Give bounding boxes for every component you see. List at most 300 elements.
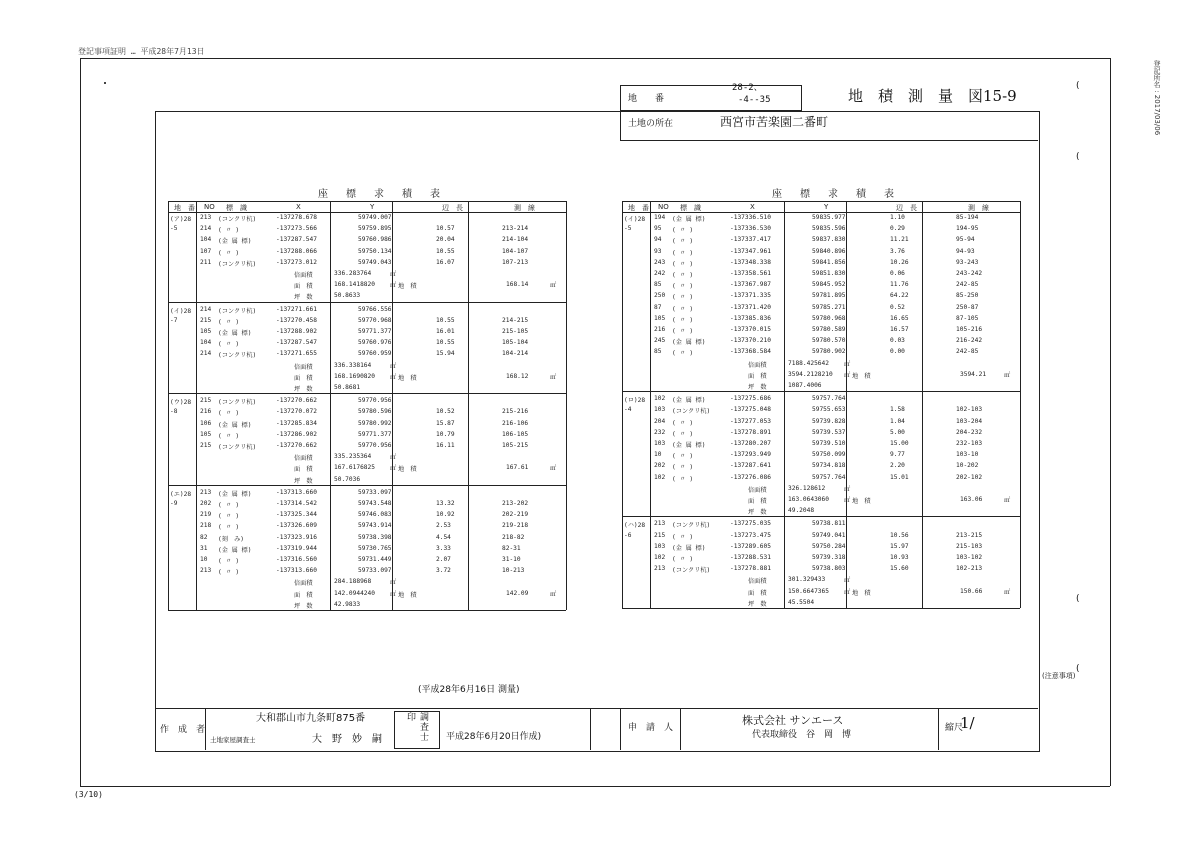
area-label: 地 積	[398, 374, 417, 382]
table-cell: (コンクリ杭)	[672, 408, 711, 416]
table-cell: 213-214	[502, 225, 529, 233]
parcel-number: (ア)28	[170, 216, 192, 223]
table-cell: -137368.584	[730, 348, 771, 356]
column-header: NO	[658, 203, 669, 211]
summary-value: 45.5504	[788, 598, 815, 606]
coordinate-table-title: 座 標 求 積 表	[318, 189, 444, 200]
table-cell: (コンクリ杭)	[218, 444, 257, 451]
table-cell: -137270.662	[276, 397, 317, 405]
table-cell: (金 属 標)	[218, 546, 252, 554]
table-cell: 59770.968	[358, 316, 392, 324]
table-cell: ( 〃 )	[672, 249, 694, 257]
document-title: 地 積 測 量 図15-9	[848, 87, 1017, 105]
column-rule	[622, 201, 623, 608]
table-cell: 59785.271	[812, 303, 846, 311]
table-cell: -137385.836	[730, 314, 771, 322]
summary-label: 坪 数	[294, 602, 313, 610]
table-cell: 214	[200, 305, 212, 313]
header-rule	[622, 212, 1020, 213]
page-bottom-rule	[80, 786, 1110, 787]
table-cell: 59749.041	[812, 531, 846, 539]
parcel-number: -5	[624, 225, 632, 233]
summary-label: 坪 数	[294, 477, 313, 485]
column-header: 標 識	[680, 204, 701, 212]
footer-divider-5	[938, 708, 939, 750]
table-cell: -137280.207	[730, 440, 771, 447]
table-cell: -137367.987	[730, 281, 771, 289]
chiban-value-2: -4--35	[738, 95, 771, 105]
table-cell: 16.07	[436, 258, 455, 266]
table-cell: ( 〃 )	[672, 464, 694, 472]
table-cell: 87	[654, 303, 662, 311]
table-cell: 59845.952	[812, 281, 846, 289]
table-cell: ( 〃 )	[672, 430, 694, 438]
summary-value: 42.9833	[334, 600, 361, 608]
summary-value: 168.1418820	[334, 281, 375, 289]
table-cell: 242	[654, 270, 666, 277]
table-cell: ( 〃 )	[218, 513, 240, 521]
table-cell: -137370.015	[730, 326, 771, 333]
table-cell: 59780.992	[358, 419, 392, 427]
coordinate-table-title: 座 標 求 積 表	[772, 189, 898, 200]
table-cell: 15.97	[890, 542, 909, 550]
table-cell: 59760.976	[358, 339, 392, 347]
table-cell: ( 〃 )	[672, 227, 694, 235]
column-header: X	[296, 203, 301, 211]
table-cell: -137325.344	[276, 511, 317, 519]
block-rule	[168, 610, 566, 611]
parcel-number: (イ)28	[170, 307, 192, 315]
table-cell: ( 〃 )	[672, 533, 694, 541]
table-cell: (金 属 標)	[672, 339, 706, 347]
summary-unit: ㎡	[390, 465, 397, 473]
area-unit: ㎡	[550, 465, 557, 473]
table-cell: 105-215	[502, 442, 529, 449]
table-cell: 5.00	[890, 428, 905, 436]
table-cell: -137287.641	[730, 462, 771, 470]
table-cell: (金 属 標)	[218, 421, 252, 429]
table-cell: 215	[200, 316, 212, 324]
footer-divider-1	[205, 708, 206, 750]
table-cell: 59734.818	[812, 462, 846, 470]
column-header: 地 番	[174, 204, 195, 212]
table-cell: 59749.007	[358, 214, 392, 221]
table-cell: -137273.475	[730, 531, 771, 539]
area-label: 地 積	[852, 372, 871, 380]
area-value: 167.61	[506, 464, 529, 472]
area-value: 150.66	[960, 587, 983, 595]
block-rule	[622, 391, 1020, 392]
area-label: 地 積	[852, 498, 871, 505]
table-cell: 95	[654, 225, 662, 233]
column-header: 測 線	[514, 204, 535, 212]
table-cell: 10.92	[436, 511, 455, 519]
summary-label: 倍面積	[294, 272, 313, 279]
table-cell: ( 〃 )	[218, 318, 240, 326]
summary-value: 50.8681	[334, 384, 361, 391]
summary-unit: ㎡	[844, 497, 851, 504]
table-cell: (金 属 標)	[672, 216, 706, 223]
table-cell: ( 〃 )	[672, 328, 694, 335]
table-cell: 59780.596	[358, 408, 392, 416]
summary-label: 面 積	[748, 498, 767, 505]
summary-unit: ㎡	[390, 454, 397, 462]
parcel-number: (エ)28	[170, 490, 192, 498]
area-unit: ㎡	[550, 373, 557, 381]
left-coordinate-table	[168, 185, 566, 612]
area-unit: ㎡	[1004, 371, 1011, 379]
table-cell: 15.60	[890, 565, 909, 573]
table-cell: 59738.398	[358, 533, 392, 541]
punch-dot	[104, 82, 106, 84]
block-rule	[622, 608, 1020, 609]
summary-label: 面 積	[294, 374, 313, 382]
table-cell: -137326.609	[276, 522, 317, 530]
column-header: 辺 長	[442, 204, 463, 212]
margin-mark: (	[1076, 664, 1080, 674]
table-cell: -137275.686	[730, 395, 771, 403]
table-cell: 11.76	[890, 281, 909, 289]
table-cell: 245	[654, 337, 666, 345]
table-cell: 59746.083	[358, 511, 392, 519]
table-cell: -137337.417	[730, 236, 771, 244]
area-value: 168.12	[506, 372, 529, 380]
footer-divider-2	[590, 708, 591, 750]
table-cell: (コンクリ杭)	[672, 567, 711, 575]
column-header: NO	[204, 203, 215, 211]
table-cell: 59738.803	[812, 565, 846, 573]
summary-unit: ㎡	[844, 588, 851, 596]
table-cell: 103-102	[956, 554, 983, 561]
summary-value: 7188.425642	[788, 359, 829, 367]
table-cell: ( 〃 )	[672, 350, 694, 358]
table-cell: 243-242	[956, 270, 983, 277]
summary-unit: ㎡	[390, 362, 397, 370]
table-cell: 103-204	[956, 417, 983, 425]
table-cell: 204-232	[956, 428, 983, 436]
summary-unit: ㎡	[844, 371, 851, 379]
table-cell: -137276.086	[730, 473, 771, 481]
table-cell: ( 〃 )	[672, 272, 694, 279]
block-rule	[622, 516, 1020, 517]
table-cell: 216	[654, 326, 666, 333]
parcel-number: -7	[170, 316, 178, 324]
parcel-number: -9	[170, 500, 178, 507]
table-cell: -137286.902	[276, 430, 317, 438]
table-cell: (金 属 標)	[218, 330, 252, 337]
column-header: X	[750, 203, 755, 211]
table-cell: 105	[200, 328, 212, 335]
location-rule	[620, 140, 1038, 141]
table-cell: 59730.765	[358, 544, 392, 552]
column-rule	[468, 201, 469, 610]
table-cell: 59837.830	[812, 236, 846, 244]
table-cell: 10.55	[436, 316, 455, 324]
summary-label: 坪 数	[294, 386, 313, 393]
table-cell: 106-105	[502, 430, 529, 438]
table-cell: 10.55	[436, 247, 455, 255]
table-cell: -137270.072	[276, 408, 317, 416]
table-cell: ( 〃 )	[672, 453, 694, 461]
column-rule	[330, 201, 331, 610]
column-header: Y	[824, 203, 829, 211]
area-value: 168.14	[506, 281, 529, 289]
summary-label: 面 積	[294, 283, 313, 291]
table-cell: ( 〃 )	[218, 569, 240, 577]
table-cell: ( 〃 )	[218, 432, 240, 440]
summary-label: 倍面積	[294, 455, 313, 463]
table-cell: 59750.134	[358, 247, 392, 255]
table-cell: 11.21	[890, 236, 909, 244]
table-cell: 59731.449	[358, 556, 392, 563]
area-unit: ㎡	[550, 590, 557, 598]
table-cell: 59749.043	[358, 258, 392, 266]
table-cell: 215	[654, 531, 666, 539]
table-cell: -137323.916	[276, 533, 317, 541]
creator-seal	[394, 711, 440, 749]
table-cell: 16.57	[890, 326, 909, 333]
table-cell: 0.52	[890, 303, 905, 311]
footer-top-rule	[155, 708, 1038, 709]
table-cell: 194	[654, 214, 666, 221]
table-cell: 202	[200, 500, 212, 507]
table-cell: 93	[654, 247, 662, 255]
summary-value: 50.7036	[334, 475, 361, 483]
margin-mark: (	[1076, 594, 1080, 604]
column-header: Y	[370, 203, 375, 211]
table-cell: -137314.542	[276, 500, 317, 507]
table-cell: 82	[200, 533, 208, 541]
table-cell: -137278.881	[730, 565, 771, 573]
table-cell: 107	[200, 247, 212, 255]
table-cell: 103	[654, 542, 666, 550]
table-cell: 10.52	[436, 408, 455, 416]
summary-label: 坪 数	[748, 384, 767, 391]
table-cell: 59739.828	[812, 417, 846, 425]
summary-label: 坪 数	[294, 294, 313, 302]
parcel-number: -6	[624, 531, 632, 539]
chiban-value-1: 28-2、	[732, 83, 763, 93]
table-cell: 214-215	[502, 316, 529, 324]
table-cell: 202-102	[956, 473, 983, 481]
table-cell: (金 属 標)	[672, 397, 706, 405]
table-cell: 219	[200, 511, 212, 519]
table-cell: -137336.510	[730, 214, 771, 221]
table-cell: 85-250	[956, 292, 979, 300]
area-value: 142.09	[506, 589, 529, 597]
summary-value: 50.8633	[334, 292, 361, 300]
table-cell: -137278.891	[730, 428, 771, 436]
column-rule	[196, 201, 197, 610]
column-rule	[392, 201, 393, 610]
table-cell: 15.01	[890, 473, 909, 481]
table-cell: 214	[200, 350, 212, 358]
table-cell: 0.00	[890, 348, 905, 356]
table-cell: 213	[200, 567, 212, 575]
table-cell: (コンクリ杭)	[218, 307, 257, 315]
table-cell: 59780.968	[812, 314, 846, 322]
table-cell: 202	[654, 462, 666, 470]
summary-unit: ㎡	[844, 485, 851, 493]
table-cell: 9.77	[890, 451, 905, 459]
table-cell: 104-214	[502, 350, 529, 358]
table-cell: 59841.856	[812, 258, 846, 266]
table-cell: 232-103	[956, 440, 983, 447]
column-rule	[784, 201, 785, 608]
table-cell: 250-87	[956, 303, 979, 311]
table-cell: -137348.338	[730, 258, 771, 266]
column-header: 測 線	[968, 204, 989, 212]
parcel-number: -8	[170, 408, 178, 416]
page-left-rule	[80, 58, 81, 786]
creator-name: 大 野 妙 嗣	[312, 734, 382, 745]
table-cell: -137371.420	[730, 303, 771, 311]
table-cell: 204	[654, 417, 666, 425]
table-cell: (刻 み)	[218, 535, 245, 543]
table-cell: 59750.099	[812, 451, 846, 459]
area-label: 地 積	[398, 283, 417, 291]
summary-unit: ㎡	[844, 577, 851, 585]
page-right-rule	[1110, 58, 1111, 786]
table-cell: -137288.902	[276, 328, 317, 335]
table-cell: 10.79	[436, 430, 455, 438]
location-label: 土地の所在	[628, 119, 674, 129]
table-cell: 213-215	[956, 531, 983, 539]
table-cell: (コンクリ杭)	[218, 352, 257, 360]
table-cell: 10-213	[502, 567, 525, 575]
table-cell: 59780.902	[812, 348, 846, 356]
summary-unit: ㎡	[390, 282, 397, 290]
table-cell: 218-82	[502, 533, 525, 541]
summary-value: 301.329433	[788, 576, 826, 584]
table-cell: 59835.977	[812, 214, 846, 221]
summary-value: 326.128612	[788, 484, 826, 492]
table-cell: -137370.210	[730, 337, 771, 345]
table-cell: 94-93	[956, 247, 975, 255]
area-unit: ㎡	[550, 282, 557, 290]
table-cell: 15.00	[890, 440, 909, 447]
column-header: 辺 長	[896, 204, 917, 212]
table-cell: 102-103	[956, 406, 983, 414]
table-cell: ( 〃 )	[218, 502, 240, 509]
table-cell: 215-103	[956, 542, 983, 550]
summary-value: 150.6647365	[788, 587, 829, 595]
creator-address: 大和郡山市九条町875番	[256, 713, 366, 724]
margin-mark: (	[1076, 152, 1080, 162]
table-cell: -137289.605	[730, 542, 771, 550]
table-cell: 213-202	[502, 500, 529, 507]
table-cell: 104	[200, 236, 212, 244]
table-cell: -137273.012	[276, 258, 317, 266]
table-cell: -137285.834	[276, 419, 317, 427]
table-cell: 59766.556	[358, 305, 392, 313]
table-top-rule	[622, 201, 1020, 202]
table-cell: 1.10	[890, 214, 905, 221]
column-rule	[1020, 201, 1021, 608]
summary-label: 坪 数	[748, 509, 767, 517]
table-cell: 59851.830	[812, 270, 846, 277]
parcel-number: (イ)28	[624, 216, 646, 223]
table-cell: -137319.944	[276, 544, 317, 552]
summary-value: 284.188968	[334, 578, 372, 586]
table-cell: 15.87	[436, 419, 455, 427]
table-cell: ( 〃 )	[218, 410, 240, 418]
table-cell: ( 〃 )	[218, 341, 240, 349]
table-cell: 242-85	[956, 348, 979, 356]
area-unit: ㎡	[1004, 588, 1011, 596]
table-cell: -137288.066	[276, 247, 317, 255]
table-cell: 10	[200, 556, 208, 563]
summary-value: 163.0643060	[788, 496, 829, 503]
table-cell: 2.07	[436, 556, 451, 563]
table-cell: 3.72	[436, 567, 451, 575]
location-value: 西宮市苦楽園二番町	[720, 115, 829, 129]
table-cell: 15.94	[436, 350, 455, 358]
table-cell: 3.33	[436, 544, 451, 552]
table-cell: 216	[200, 408, 212, 416]
table-cell: (コンクリ杭)	[218, 216, 257, 223]
table-cell: (金 属 標)	[218, 490, 252, 498]
margin-top-left-text: 登記事項証明 … 平成28年7月13日	[78, 47, 205, 56]
table-cell: 215-105	[502, 328, 529, 335]
table-cell: 102	[654, 473, 666, 481]
table-cell: 103-10	[956, 451, 979, 459]
table-cell: 0.06	[890, 270, 905, 277]
table-cell: 59760.959	[358, 350, 392, 358]
table-cell: 1.04	[890, 417, 905, 425]
table-cell: 0.03	[890, 337, 905, 345]
column-rule	[650, 201, 651, 608]
table-cell: 10.26	[890, 258, 909, 266]
table-cell: -137313.660	[276, 488, 317, 496]
column-rule	[168, 201, 169, 610]
table-cell: 202-219	[502, 511, 529, 519]
right-side-note: (注意事項)	[1042, 672, 1076, 680]
table-cell: 194-95	[956, 225, 979, 233]
table-cell: (金 属 標)	[218, 238, 252, 246]
table-cell: 4.54	[436, 533, 451, 541]
table-cell: 216-106	[502, 419, 529, 427]
table-cell: 59770.956	[358, 442, 392, 449]
table-cell: 82-31	[502, 544, 521, 552]
table-cell: -137271.661	[276, 305, 317, 313]
table-cell: 64.22	[890, 292, 909, 300]
table-cell: 216-242	[956, 337, 983, 345]
table-cell: 232	[654, 428, 666, 436]
table-cell: 107-213	[502, 258, 529, 266]
table-cell: ( 〃 )	[672, 475, 694, 483]
applicant-label: 申 請 人	[628, 723, 674, 733]
table-cell: 10.93	[890, 554, 909, 561]
summary-label: 面 積	[294, 591, 313, 599]
table-cell: 103	[654, 406, 666, 414]
table-cell: -137270.458	[276, 316, 317, 324]
summary-value: 336.283764	[334, 270, 372, 277]
column-header: 標 識	[226, 204, 247, 212]
table-cell: 59738.811	[812, 520, 846, 528]
table-cell: 59739.510	[812, 440, 846, 447]
table-cell: 59840.896	[812, 247, 846, 255]
table-cell: 213	[200, 488, 212, 496]
table-cell: ( 〃 )	[672, 294, 694, 302]
table-cell: 59739.537	[812, 428, 846, 436]
table-cell: -137336.530	[730, 225, 771, 233]
table-cell: -137287.547	[276, 236, 317, 244]
table-cell: 103	[654, 440, 666, 447]
area-value: 3594.21	[960, 370, 987, 378]
summary-label: 倍面積	[748, 486, 767, 494]
table-cell: 59733.097	[358, 488, 392, 496]
